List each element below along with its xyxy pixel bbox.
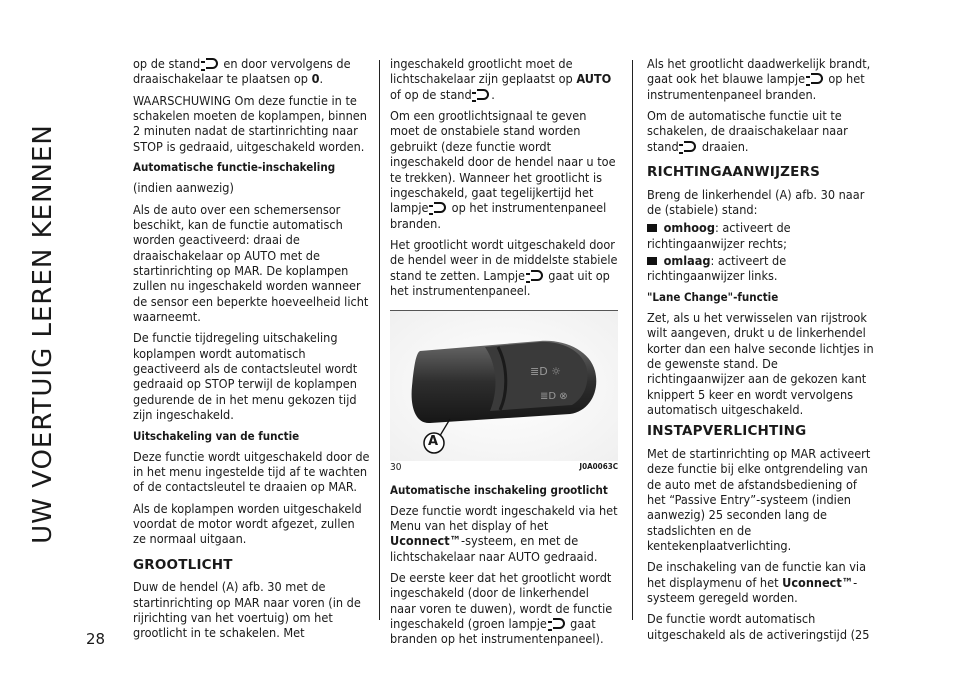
text: Om een grootlichtsignaal te geven moet de onstabiele stand worden gebruikt (deze functie wordt ingeschakeld door de hendel naar u toe te trekken). Wanneer het grootlicht is ingeschakeld, gaat tegelijkertijd het lampje bbox=[390, 108, 616, 216]
text: Uconnect™ bbox=[390, 533, 461, 549]
warning-paragraph: WAARSCHUWING Om deze functie in te schakelen moeten de koplampen, binnen 2 minuten nadat de startinrichting naar STOP is gedraaid, uitgeschakeld worden. bbox=[133, 92, 367, 154]
paragraph: Als de auto over een schemersensor beschikt, kan de functie automatisch worden geactiveerd: draai de draaischakelaar op AUTO met de startinrichting op MAR. De koplampen zullen nu ingeschakeld worden wanneer de sensor een beperkte hoeveelheid licht waarneemt. bbox=[133, 201, 369, 325]
svg-text:≣D ☼: ≣D ☼ bbox=[530, 365, 562, 379]
column-3 bbox=[647, 56, 877, 648]
paragraph: Breng de linkerhendel (A) afb. 30 naar de (stabiele) stand: bbox=[647, 186, 865, 217]
column-2 bbox=[390, 56, 618, 653]
section-heading: INSTAPVERLICHTING bbox=[647, 423, 807, 440]
bullet-item bbox=[647, 220, 877, 251]
text: AUTO bbox=[576, 71, 612, 87]
chapter-title-sidebar bbox=[18, 44, 68, 624]
text: : activeert de richtingaanwijzer links. bbox=[647, 253, 787, 284]
text: Om de automatische functie uit te schakelen, de draaischakelaar naar stand bbox=[647, 108, 848, 154]
text: De eerste keer dat het grootlicht wordt ingeschakeld (door de linkerhendel naar voren te duwen), wordt de functie ingeschakeld (groen lampje bbox=[390, 570, 613, 632]
text: omlaag bbox=[663, 253, 711, 269]
text: op het instrumentenpaneel branden. bbox=[390, 200, 607, 231]
figure-code: J0A0063C bbox=[579, 462, 618, 472]
text: op het instrumentenpaneel branden. bbox=[647, 71, 865, 102]
text: Het grootlicht wordt uitgeschakeld door de hendel weer in de middelste stabiele stand te zetten. Lampje bbox=[390, 236, 618, 283]
text: -systeem, en met de lichtschakelaar naar AUTO gedraaid. bbox=[390, 533, 598, 564]
low-beam-lamp-icon bbox=[477, 89, 489, 100]
text: : activeert de richtingaanwijzer rechts; bbox=[647, 220, 791, 251]
auto-high-beam-lamp-icon bbox=[553, 618, 565, 629]
column-divider bbox=[632, 60, 633, 620]
paragraph bbox=[647, 559, 877, 605]
paragraph bbox=[647, 56, 877, 102]
text: Als het grootlicht daadwerkelijk brandt, gaat ook het blauwe lampje bbox=[647, 56, 871, 87]
paragraph bbox=[390, 570, 618, 647]
subheading: Automatische inschakeling grootlicht bbox=[390, 482, 608, 497]
bullet-item bbox=[647, 253, 877, 284]
callout-label: A bbox=[428, 434, 439, 450]
bullet-icon bbox=[647, 257, 657, 265]
high-beam-lamp-icon bbox=[811, 73, 823, 84]
low-beam-lamp-icon bbox=[684, 141, 696, 152]
paragraph bbox=[390, 237, 618, 298]
text: of op de stand bbox=[390, 86, 472, 102]
text: De inschakeling van de functie kan via het displaymenu of het bbox=[647, 559, 867, 590]
bullet-icon bbox=[647, 224, 657, 232]
text: omhoog bbox=[663, 220, 715, 236]
figure-caption bbox=[390, 462, 618, 474]
paragraph: ingeschakeld grootlicht moet de lichtschakelaar zijn geplaatst op AUTO of op de stand . bbox=[390, 56, 612, 102]
section-heading: RICHTINGAANWIJZERS bbox=[647, 164, 821, 181]
text: 0 bbox=[311, 71, 320, 87]
high-beam-lamp-icon bbox=[434, 202, 446, 213]
subheading: Automatische functie-inschakeling bbox=[133, 160, 336, 175]
figure-number: 30 bbox=[390, 462, 402, 474]
text: ingeschakeld grootlicht moet de lichtschakelaar zijn geplaatst op bbox=[390, 56, 573, 87]
text: Uconnect™ bbox=[782, 574, 854, 590]
paragraph: Als de koplampen worden uitgeschakeld voordat de motor wordt afgezet, zullen ze normaal uitgaan. bbox=[133, 500, 362, 547]
paragraph bbox=[390, 108, 618, 231]
paragraph: (indien aanwezig) bbox=[133, 180, 234, 196]
text: gaat branden op het instrumentenpaneel). bbox=[390, 616, 604, 647]
subheading: "Lane Change"-functie bbox=[647, 289, 779, 304]
paragraph: Zet, als u het verwisselen van rijstrook wilt aangeven, drukt u de linkerhendel korter dan een halve seconde lichtjes in de gewenste stand. De richtingaanwijzer aan de gekozen kant knippert 5 keer en wordt vervolgens automatisch uitgeschakeld. bbox=[647, 309, 874, 417]
text: op de stand bbox=[133, 56, 201, 71]
paragraph: De functie tijdregeling uitschakeling koplampen wordt automatisch geactiveerd als de contactsleutel wordt gedraaid op STOP terwijl de koplampen gedurende de in het menu gekozen tijd zijn ingeschakeld. bbox=[133, 330, 358, 423]
subheading: Uitschakeling van de functie bbox=[133, 428, 300, 443]
text: -systeem geregeld worden. bbox=[647, 574, 858, 606]
paragraph bbox=[390, 503, 618, 564]
paragraph bbox=[647, 108, 877, 154]
low-beam-lamp-icon bbox=[206, 58, 218, 69]
paragraph: op de stand en door vervolgens de draaischakelaar te plaatsen op 0. bbox=[133, 56, 351, 87]
paragraph: De functie wordt automatisch uitgeschakeld als de activeringstijd (25 bbox=[647, 611, 870, 642]
column-divider bbox=[379, 60, 380, 620]
stalk-figure bbox=[390, 310, 618, 460]
text: draaien. bbox=[701, 138, 749, 154]
high-beam-lamp-icon bbox=[531, 270, 543, 281]
text: gaat uit op het instrumentenpaneel. bbox=[390, 267, 610, 299]
page-number: 28 bbox=[86, 630, 106, 648]
text: en door vervolgens de draaischakelaar te plaatsen op bbox=[133, 56, 351, 87]
text: Deze functie wordt ingeschakeld via het Menu van het display of het bbox=[390, 502, 618, 533]
paragraph: Deze functie wordt uitgeschakeld door de in het menu ingestelde tijd af te wachten of de contactsleutel te draaien op MAR. bbox=[133, 448, 370, 495]
chapter-title: UW VOERTUIG LEREN KENNEN bbox=[28, 124, 58, 544]
paragraph: Duw de hendel (A) afb. 30 met de startinrichting op MAR naar voren (in de rijrichting van het voertuig) om het grootlicht in te schakelen. Met bbox=[133, 579, 361, 641]
svg-text:≣D ⊗: ≣D ⊗ bbox=[540, 391, 568, 403]
steering-stalk-illustration bbox=[390, 311, 618, 461]
paragraph: Met de startinrichting op MAR activeert deze functie bij elke ontgrendeling van de auto met de afstandsbediening of het “Passive Entry”-systeem (indien aanwezig) 25 seconden lang de stadslichten en de kentekenplaatverlichting. bbox=[647, 445, 871, 553]
section-heading: GROOTLICHT bbox=[133, 556, 233, 573]
column-1 bbox=[133, 56, 370, 647]
